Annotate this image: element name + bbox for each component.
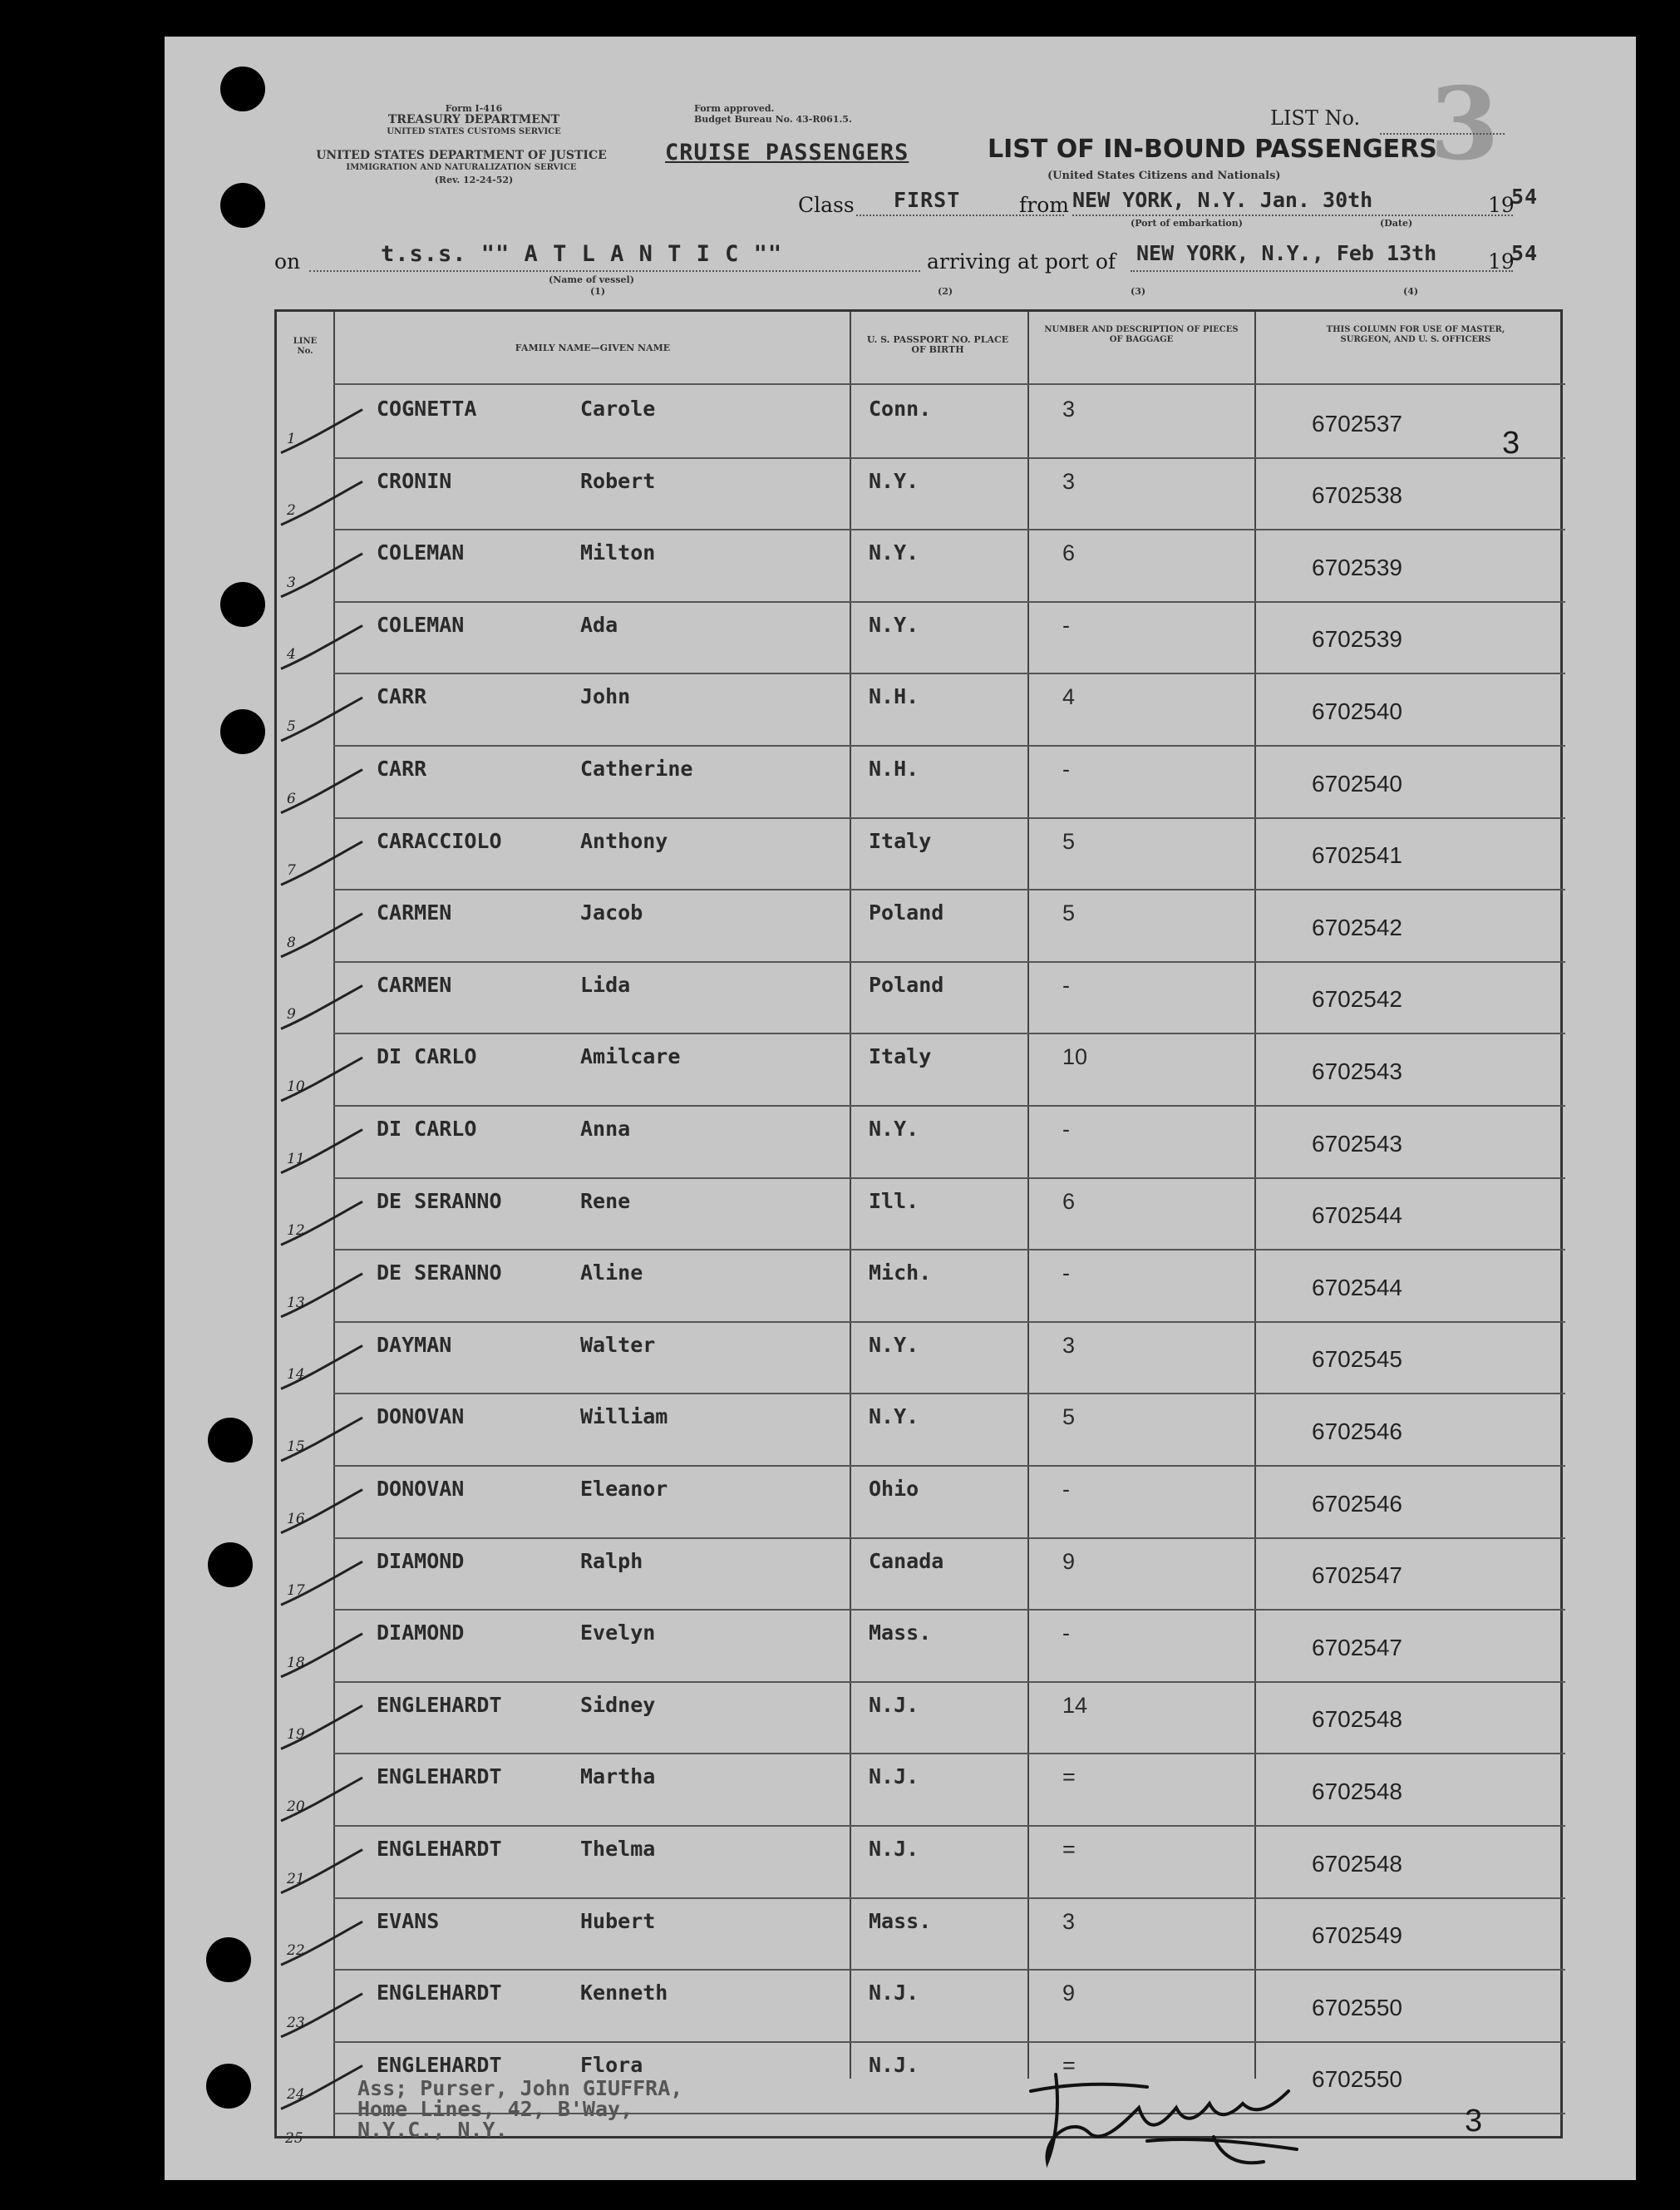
family-name: CRONIN <box>377 468 452 493</box>
ticket-number: 6702548 <box>1312 1778 1403 1804</box>
line-number: 16 <box>287 1510 305 1527</box>
family-name: COGNETTA <box>377 397 477 421</box>
given-name: Walter <box>580 1332 656 1357</box>
place-of-birth: N.Y. <box>869 1404 919 1429</box>
col-baggage: NUMBER AND DESCRIPTION OF PIECES OF BAGGAGE <box>1044 325 1239 344</box>
family-name: ENGLEHARDT <box>377 1692 502 1717</box>
check-mark <box>281 1274 362 1317</box>
col-officers: THIS COLUMN FOR USE OF MASTER, SURGEON, AND U. S. OFFICERS <box>1326 325 1505 344</box>
baggage-count: 9 <box>1062 1548 1076 1574</box>
check-mark <box>281 410 362 453</box>
place-of-birth: N.J. <box>869 1764 919 1789</box>
line-number: 21 <box>287 1870 305 1887</box>
check-mark <box>281 1634 362 1677</box>
check-mark <box>281 1561 362 1605</box>
given-name: Lida <box>580 972 631 997</box>
line-number: 23 <box>287 2014 305 2031</box>
place-of-birth: Poland <box>869 900 944 925</box>
caption-4: (4) <box>1403 286 1419 297</box>
ticket-number: 6702541 <box>1312 842 1403 869</box>
baggage-count: - <box>1062 972 1070 998</box>
vessel-name: t.s.s. "" A T L A N T I C "" <box>381 241 783 267</box>
family-name: DAYMAN <box>377 1332 452 1357</box>
baggage-count: 5 <box>1062 900 1076 926</box>
family-name: ENGLEHARDT <box>377 1837 502 1861</box>
ticket-number: 6702550 <box>1312 2066 1403 2093</box>
family-name: EVANS <box>377 1908 440 1933</box>
family-name: DE SERANNO <box>377 1260 502 1285</box>
line-number: 11 <box>287 1150 305 1167</box>
family-name: DONOVAN <box>377 1477 465 1501</box>
family-name: DE SERANNO <box>377 1188 502 1213</box>
line-number: 3 <box>287 574 296 591</box>
ticket-number: 6702543 <box>1312 1130 1403 1157</box>
family-name: CARMEN <box>377 972 452 997</box>
baggage-count: 14 <box>1062 1692 1088 1718</box>
form-approved: Form approved. <box>694 103 775 114</box>
baggage-count: 10 <box>1062 1044 1088 1070</box>
given-name: Anthony <box>580 828 668 853</box>
place-of-birth: Ill. <box>869 1188 919 1213</box>
given-name: Rene <box>580 1188 631 1213</box>
ticket-number: 6702539 <box>1312 626 1403 653</box>
given-name: Ada <box>580 612 618 637</box>
baggage-count: 3 <box>1062 468 1076 494</box>
baggage-count: 3 <box>1062 397 1076 422</box>
line-number: 4 <box>287 646 296 663</box>
from-label: from <box>1019 193 1069 217</box>
given-name: Jacob <box>580 900 643 925</box>
place-of-birth: N.Y. <box>869 468 919 493</box>
given-name: Eleanor <box>580 1477 668 1501</box>
family-name: CARR <box>377 684 427 709</box>
given-name: Catherine <box>580 757 693 781</box>
family-name: CARR <box>377 757 427 781</box>
baggage-count: - <box>1062 1477 1070 1502</box>
ticket-number: 6702544 <box>1312 1274 1403 1300</box>
check-mark <box>281 1490 362 1533</box>
ticket-number: 6702546 <box>1312 1418 1403 1444</box>
place-of-birth: Conn. <box>869 397 932 421</box>
baggage-count: 9 <box>1062 1981 1076 2006</box>
line-number: 24 <box>287 2086 305 2104</box>
baggage-count: 6 <box>1062 1188 1076 1214</box>
family-name: DIAMOND <box>377 1621 465 1645</box>
check-mark <box>281 1058 362 1101</box>
line-number: 1 <box>287 430 296 447</box>
from-value: NEW YORK, N.Y. Jan. 30th <box>1072 188 1373 212</box>
baggage-count: - <box>1062 1260 1070 1286</box>
corner-mark: 3 <box>1465 2104 1483 2138</box>
place-of-birth: N.Y. <box>869 1332 919 1357</box>
family-name: DONOVAN <box>377 1404 465 1429</box>
caption-1: (1) <box>590 286 606 297</box>
port-embarkation-caption: (Port of embarkation) <box>1131 218 1243 229</box>
ticket-number: 6702545 <box>1312 1346 1403 1373</box>
given-name: Evelyn <box>580 1621 656 1645</box>
check-mark <box>281 770 362 813</box>
check-mark <box>281 1994 362 2037</box>
given-name: Martha <box>580 1764 656 1789</box>
ticket-number: 6702547 <box>1312 1634 1403 1660</box>
ticket-number: 6702538 <box>1312 482 1403 509</box>
line-number: 18 <box>287 1654 305 1671</box>
line-number: 20 <box>287 1798 305 1815</box>
check-mark <box>281 1201 362 1245</box>
given-name: Thelma <box>580 1837 656 1861</box>
given-name: Robert <box>580 468 656 493</box>
place-of-birth: N.Y. <box>869 540 919 565</box>
list-no-label: LIST No. <box>1270 106 1361 130</box>
ticket-number: 6702549 <box>1312 1922 1403 1949</box>
family-name: COLEMAN <box>377 612 465 637</box>
year-1: 54 <box>1511 185 1539 209</box>
check-mark <box>281 1130 362 1173</box>
ticket-number: 6702540 <box>1312 698 1403 724</box>
list-no-value: 3 <box>1430 66 1500 183</box>
justice-dept: UNITED STATES DEPARTMENT OF JUSTICE <box>316 149 607 162</box>
given-name: John <box>580 684 631 709</box>
check-mark <box>281 1418 362 1461</box>
family-name: COLEMAN <box>377 540 465 565</box>
immigration-service: IMMIGRATION AND NATURALIZATION SERVICE <box>346 163 577 172</box>
ticket-number: 6702548 <box>1312 1706 1403 1733</box>
col-line-no: LINE No. <box>293 337 318 356</box>
purser-line-3: N.Y.C., N.Y. <box>357 2118 508 2142</box>
ticket-number: 6702550 <box>1312 1994 1403 2020</box>
check-mark <box>281 1705 362 1749</box>
given-name: Ralph <box>580 1548 643 1573</box>
given-name: Hubert <box>580 1908 656 1933</box>
arriving-label: arriving at port of <box>927 249 1116 274</box>
line-number: 7 <box>287 862 296 880</box>
line-number: 13 <box>287 1294 305 1311</box>
family-name: DI CARLO <box>377 1044 477 1069</box>
check-mark <box>281 1850 362 1893</box>
list-title: LIST OF IN-BOUND PASSENGERS <box>988 135 1437 164</box>
baggage-count: 6 <box>1062 540 1076 566</box>
col-passport: U. S. PASSPORT NO. PLACE OF BIRTH <box>866 334 1009 355</box>
purser-line-1: Ass; Purser, John GIUFFRA, <box>357 2076 683 2100</box>
place-of-birth: Mass. <box>869 1621 932 1645</box>
baggage-count: 5 <box>1062 1404 1076 1430</box>
given-name: Amilcare <box>580 1044 681 1069</box>
line-number: 9 <box>287 1006 296 1024</box>
check-mark <box>281 1778 362 1821</box>
family-name: ENGLEHARDT <box>377 1764 502 1789</box>
ticket-number: 6702544 <box>1312 1202 1403 1229</box>
line-number-25: 25 <box>285 2130 303 2147</box>
given-name: Milton <box>580 540 656 565</box>
baggage-count: 3 <box>1062 1332 1076 1358</box>
line-number: 19 <box>287 1726 305 1744</box>
ticket-number: 6702547 <box>1312 1562 1403 1589</box>
baggage-count: - <box>1062 612 1070 638</box>
class-label: Class <box>798 193 855 217</box>
family-name: ENGLEHARDT <box>377 1981 502 2005</box>
baggage-count: - <box>1062 1621 1070 1646</box>
class-value: FIRST <box>894 188 961 212</box>
given-name: Carole <box>580 397 656 421</box>
check-mark <box>281 625 362 668</box>
place-of-birth: Mass. <box>869 1908 932 1933</box>
given-name: Anna <box>580 1117 631 1141</box>
caption-3: (3) <box>1131 286 1146 297</box>
line-number: 10 <box>287 1078 305 1095</box>
ticket-number: 6702537 <box>1312 410 1403 437</box>
baggage-count: - <box>1062 1117 1070 1142</box>
given-name: William <box>580 1404 668 1429</box>
ticket-number: 6702540 <box>1312 770 1403 797</box>
year-2: 54 <box>1511 241 1539 265</box>
ticket-number: 6702542 <box>1312 986 1403 1013</box>
ticket-number: 6702548 <box>1312 1850 1403 1877</box>
given-name: Flora <box>580 2052 643 2077</box>
check-mark <box>281 2065 362 2109</box>
side-mark: 3 <box>1502 426 1520 461</box>
budget-bureau: Budget Bureau No. 43-R061.5. <box>694 114 852 125</box>
baggage-count: 4 <box>1062 684 1076 710</box>
place-of-birth: N.H. <box>869 684 919 709</box>
line-number: 6 <box>287 790 296 807</box>
family-name: DI CARLO <box>377 1117 477 1141</box>
baggage-count: = <box>1062 2052 1076 2078</box>
date-caption: (Date) <box>1380 218 1413 229</box>
baggage-count: 3 <box>1062 1908 1076 1934</box>
list-subtitle: (United States Citizens and Nationals) <box>1047 170 1281 182</box>
form-number: Form I-416 <box>445 103 503 114</box>
baggage-count: = <box>1062 1764 1076 1790</box>
place-of-birth: N.J. <box>869 1837 919 1861</box>
check-mark <box>281 554 362 597</box>
check-mark <box>281 914 362 957</box>
ticket-number: 6702539 <box>1312 554 1403 580</box>
form-revision: (Rev. 12-24-52) <box>434 175 514 185</box>
place-of-birth: Ohio <box>869 1477 919 1501</box>
line-number: 15 <box>287 1438 305 1455</box>
place-of-birth: Canada <box>869 1548 944 1573</box>
place-of-birth: N.Y. <box>869 612 919 637</box>
treasury-dept: TREASURY DEPARTMENT <box>387 113 560 126</box>
given-name: Kenneth <box>580 1981 668 2005</box>
place-of-birth: N.J. <box>869 1981 919 2005</box>
line-number: 2 <box>287 502 296 520</box>
place-of-birth: Italy <box>869 1044 932 1069</box>
family-name: ENGLEHARDT <box>377 2052 502 2077</box>
purser-line-2: Home Lines, 42, B'Way, <box>357 2097 633 2121</box>
place-of-birth: Poland <box>869 972 944 997</box>
customs-service: UNITED STATES CUSTOMS SERVICE <box>387 127 561 136</box>
year-prefix-2: 19 <box>1488 249 1515 274</box>
baggage-count: - <box>1062 757 1070 782</box>
place-of-birth: N.J. <box>869 1692 919 1717</box>
given-name: Aline <box>580 1260 643 1285</box>
family-name: CARACCIOLO <box>377 828 502 853</box>
col-family-name: FAMILY NAME—GIVEN NAME <box>515 343 671 353</box>
ticket-number: 6702546 <box>1312 1490 1403 1517</box>
line-number: 14 <box>287 1366 305 1384</box>
vessel-caption: (Name of vessel) <box>549 274 634 285</box>
given-name: Sidney <box>580 1692 656 1717</box>
check-mark <box>281 481 362 525</box>
check-mark <box>281 1921 362 1965</box>
line-number: 5 <box>287 718 296 735</box>
ticket-number: 6702542 <box>1312 914 1403 940</box>
place-of-birth: N.H. <box>869 757 919 781</box>
line-number: 8 <box>287 934 296 951</box>
check-mark <box>281 698 362 741</box>
check-mark <box>281 841 362 885</box>
line-number: 12 <box>287 1222 305 1240</box>
on-label: on <box>274 249 301 274</box>
baggage-count: = <box>1062 1837 1076 1862</box>
family-name: CARMEN <box>377 900 452 925</box>
ticket-number: 6702543 <box>1312 1058 1403 1084</box>
year-prefix-1: 19 <box>1488 193 1515 217</box>
caption-2: (2) <box>938 286 953 297</box>
line-number: 22 <box>287 1942 305 1960</box>
check-mark <box>281 985 362 1029</box>
place-of-birth: Italy <box>869 828 932 853</box>
line-number: 17 <box>287 1582 305 1600</box>
check-mark <box>281 1345 362 1389</box>
cruise-passengers: CRUISE PASSENGERS <box>665 140 909 165</box>
place-of-birth: Mich. <box>869 1260 932 1285</box>
baggage-count: 5 <box>1062 828 1076 854</box>
place-of-birth: N.J. <box>869 2052 919 2077</box>
place-of-birth: N.Y. <box>869 1117 919 1141</box>
family-name: DIAMOND <box>377 1548 465 1573</box>
arriving-value: NEW YORK, N.Y., Feb 13th <box>1136 241 1437 265</box>
